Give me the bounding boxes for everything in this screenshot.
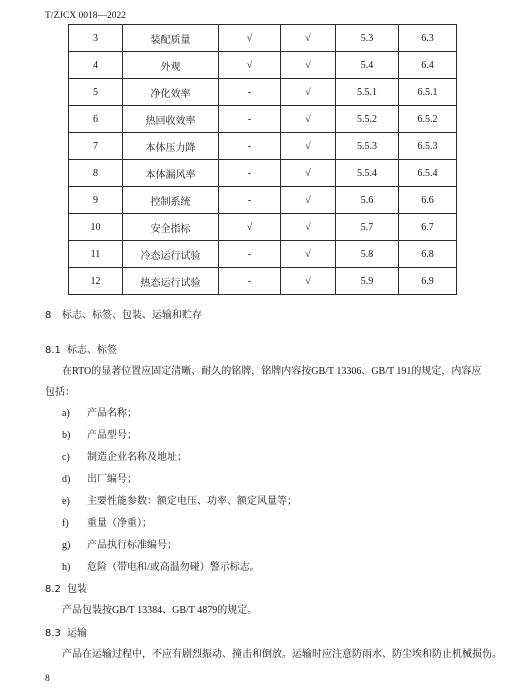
row-number: 11 [69, 241, 123, 268]
row-check-mark-2: √ [281, 268, 336, 295]
table-row [69, 79, 457, 106]
section-title: 包装 [67, 584, 87, 595]
table-row [69, 25, 457, 52]
row-item-name: 热回收效率 [123, 106, 219, 133]
row-test-clause: 6.5.4 [399, 160, 457, 187]
row-test-clause: 6.8 [399, 241, 457, 268]
row-check-mark-2: √ [281, 241, 336, 268]
inspection-items-table [68, 24, 457, 295]
row-requirement-clause: 5.5.2 [336, 106, 399, 133]
row-test-clause: 6.5.1 [399, 79, 457, 106]
row-number: 5 [69, 79, 123, 106]
packaging-paragraph: 产品包装按GB/T 13384、GB/T 4879的规定。 [62, 605, 258, 616]
row-check-mark-1: - [219, 160, 281, 187]
row-check-mark-2: √ [281, 79, 336, 106]
list-item-text: 危险（带电和/或高温勿碰）警示标志。 [87, 562, 260, 573]
section-8-heading [45, 309, 202, 323]
row-item-name: 热态运行试验 [123, 268, 219, 295]
list-item [62, 561, 260, 575]
row-requirement-clause: 5.3 [336, 25, 399, 52]
row-test-clause: 6.5.3 [399, 133, 457, 160]
row-item-name: 外观 [123, 52, 219, 79]
list-item-text: 主要性能参数：额定电压、功率、额定风量等； [87, 496, 297, 507]
row-number: 12 [69, 268, 123, 295]
section-8-3-heading [45, 627, 87, 641]
list-item [62, 495, 297, 509]
list-item-text: 产品执行标准编号； [87, 540, 177, 551]
row-item-name: 净化效率 [123, 79, 219, 106]
row-test-clause: 6.3 [399, 25, 457, 52]
list-item-text: 产品名称； [87, 408, 137, 419]
row-requirement-clause: 5.9 [336, 268, 399, 295]
row-check-mark-1: - [219, 79, 281, 106]
section-number: 8.3 [45, 628, 61, 639]
row-item-name: 装配质量 [123, 25, 219, 52]
section-title: 运输 [67, 628, 87, 639]
row-requirement-clause: 5.8 [336, 241, 399, 268]
table-row [69, 268, 457, 295]
list-item-label: f) [62, 518, 69, 529]
marking-paragraph-line-2: 包括： [45, 387, 75, 398]
list-item [62, 517, 152, 531]
row-item-name: 冷态运行试验 [123, 241, 219, 268]
document-code-header: T/ZJCX 0018—2022 [45, 11, 127, 21]
row-check-mark-2: √ [281, 160, 336, 187]
row-check-mark-1: √ [219, 214, 281, 241]
list-item-label: h) [62, 562, 71, 573]
row-requirement-clause: 5.7 [336, 214, 399, 241]
row-number: 10 [69, 214, 123, 241]
row-check-mark-2: √ [281, 133, 336, 160]
list-item-text: 出厂编号； [87, 474, 137, 485]
table-row [69, 187, 457, 214]
list-item-text: 制造企业名称及地址； [87, 452, 187, 463]
table-row [69, 52, 457, 79]
row-requirement-clause: 5.5.1 [336, 79, 399, 106]
row-test-clause: 6.7 [399, 214, 457, 241]
row-check-mark-1: √ [219, 25, 281, 52]
row-item-name: 安全指标 [123, 214, 219, 241]
list-item [62, 473, 137, 487]
list-item-label: a) [62, 408, 70, 419]
row-test-clause: 6.6 [399, 187, 457, 214]
row-check-mark-1: - [219, 133, 281, 160]
row-number: 4 [69, 52, 123, 79]
table-row [69, 160, 457, 187]
row-requirement-clause: 5.5.4 [336, 160, 399, 187]
table-row [69, 214, 457, 241]
row-requirement-clause: 5.4 [336, 52, 399, 79]
section-8-2-heading [45, 583, 87, 597]
list-item-label: b) [62, 430, 71, 441]
table-body [69, 25, 457, 295]
row-check-mark-2: √ [281, 106, 336, 133]
transport-paragraph: 产品在运输过程中，不应有剧烈振动、撞击和倒放。运输时应注意防雨水、防尘埃和防止机械损伤。 [62, 649, 502, 660]
row-number: 9 [69, 187, 123, 214]
nameplate-content-list [62, 407, 502, 587]
list-item-label: g) [62, 540, 71, 551]
row-check-mark-2: √ [281, 214, 336, 241]
section-number: 8.1 [45, 345, 61, 356]
row-check-mark-2: √ [281, 52, 336, 79]
table-row [69, 241, 457, 268]
section-title: 标志、标签 [67, 345, 117, 356]
table-row [69, 106, 457, 133]
row-test-clause: 6.5.2 [399, 106, 457, 133]
table-row [69, 133, 457, 160]
row-requirement-clause: 5.5.3 [336, 133, 399, 160]
row-item-name: 控制系统 [123, 187, 219, 214]
row-check-mark-1: - [219, 187, 281, 214]
row-number: 8 [69, 160, 123, 187]
list-item [62, 539, 177, 553]
row-number: 3 [69, 25, 123, 52]
row-check-mark-2: √ [281, 187, 336, 214]
section-8-1-heading [45, 344, 117, 358]
list-item-text: 重量（净重）； [87, 518, 152, 529]
list-item [62, 451, 187, 465]
row-item-name: 本体漏风率 [123, 160, 219, 187]
list-item-text: 产品型号； [87, 430, 137, 441]
row-check-mark-2: √ [281, 25, 336, 52]
row-test-clause: 6.9 [399, 268, 457, 295]
section-number: 8 [45, 310, 52, 321]
list-item [62, 407, 137, 421]
row-check-mark-1: - [219, 106, 281, 133]
row-number: 7 [69, 133, 123, 160]
section-number: 8.2 [45, 584, 61, 595]
row-test-clause: 6.4 [399, 52, 457, 79]
row-item-name: 本体压力降 [123, 133, 219, 160]
row-number: 6 [69, 106, 123, 133]
row-check-mark-1: - [219, 268, 281, 295]
list-item [62, 429, 137, 443]
row-check-mark-1: √ [219, 52, 281, 79]
section-title: 标志、标签、包装、运输和贮存 [62, 310, 202, 321]
row-requirement-clause: 5.6 [336, 187, 399, 214]
list-item-label: c) [62, 452, 70, 463]
marking-paragraph-line-1: 在RTO的显著位置应固定清晰、耐久的铭牌，铭牌内容按GB/T 13306、GB/T 191的规定，内容应 [62, 366, 482, 377]
page-number: 8 [45, 674, 50, 684]
list-item-label: d) [62, 474, 71, 485]
row-check-mark-1: - [219, 241, 281, 268]
list-item-label: e) [62, 496, 70, 507]
